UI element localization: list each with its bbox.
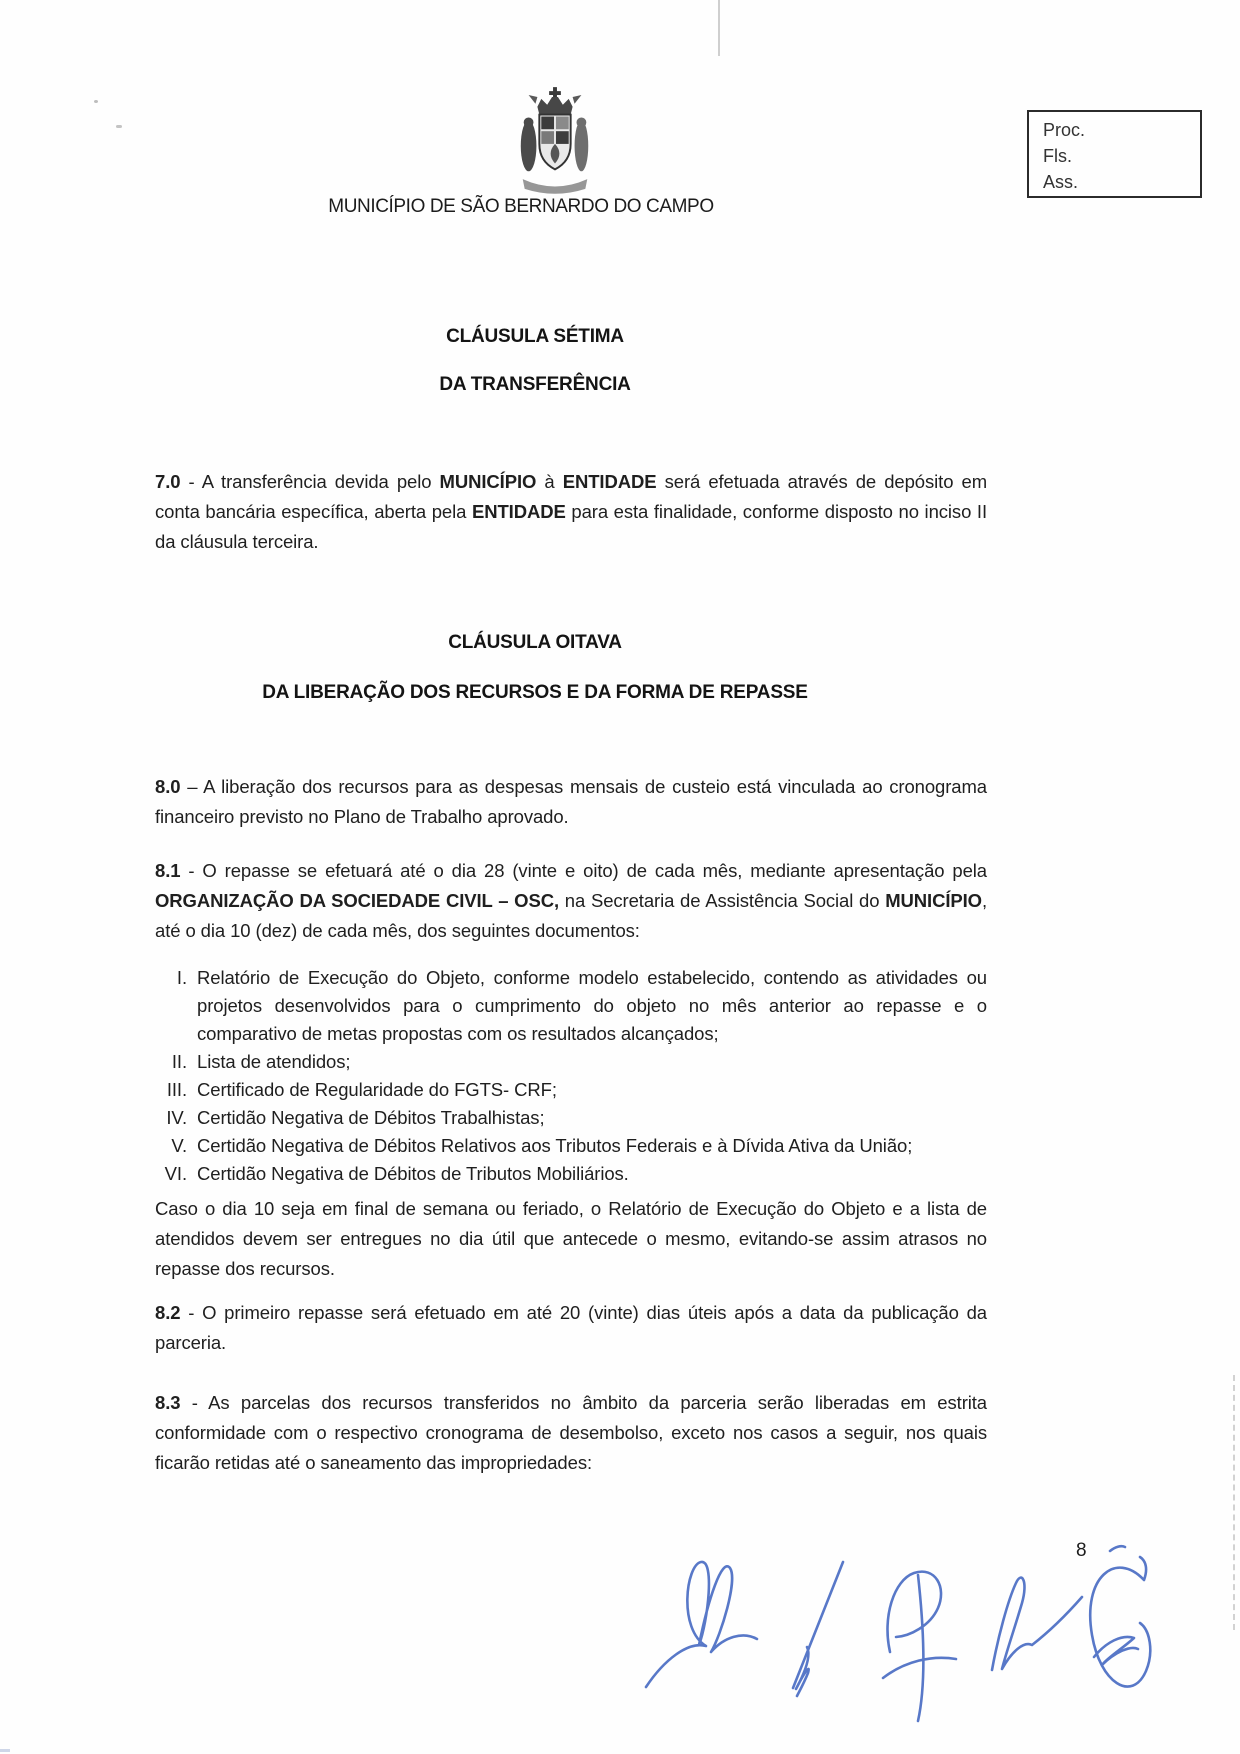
list-item	[155, 1160, 987, 1188]
scan-artifact-bottom-edge	[0, 1749, 10, 1752]
list-item	[155, 964, 987, 1048]
scan-artifact-top-line	[718, 0, 720, 56]
scan-artifact-right-edge	[1233, 1375, 1235, 1630]
paragraph-8-2: 8.2 - O primeiro repasse será efetuado em até 20 (vinte) dias úteis após a data da publicação da parceria.	[155, 1302, 987, 1353]
note-after-list: Caso o dia 10 seja em final de semana ou feriado, o Relatório de Execução do Objeto e a lista de atendidos devem ser entregues no dia útil que antecede o mesmo, evitando-se assim atrasos no repasse dos recursos.	[155, 1198, 987, 1279]
paragraph-8-1: 8.1 - O repasse se efetuará até o dia 28 (vinte e oito) de cada mês, mediante apresentação pela ORGANIZAÇÃO DA SOCIEDADE CIVIL – OSC, na Secretaria de Assistência Social do MUNICÍPIO, até o dia 10 (dez) de cada mês, dos seguintes documentos:	[155, 860, 987, 941]
scan-artifact-speck	[116, 125, 122, 128]
page-number: 8	[1076, 1540, 1087, 1561]
list-item-text: Certidão Negativa de Débitos Trabalhistas;	[197, 1107, 545, 1128]
stamp-line-ass: Ass.	[1043, 172, 1079, 192]
list-item-text: Certidão Negativa de Débitos de Tributos Mobiliários.	[197, 1163, 629, 1184]
signature-2	[793, 1562, 843, 1696]
clause-seven-title: CLÁUSULA SÉTIMA	[446, 326, 624, 347]
list-item-text: Lista de atendidos;	[197, 1051, 351, 1072]
municipality-name: MUNICÍPIO DE SÃO BERNARDO DO CAMPO	[328, 196, 714, 217]
list-item-text: Certidão Negativa de Débitos Relativos aos Tributos Federais e à Dívida Ativa da União;	[197, 1135, 913, 1156]
roman-numeral: II.	[171, 1051, 187, 1072]
paragraph-7-0: 7.0 - A transferência devida pelo MUNICÍPIO à ENTIDADE será efetuada através de depósito em conta bancária específica, aberta pela ENTIDADE para esta finalidade, conforme disposto no inciso II da cláusula terceira.	[155, 471, 988, 552]
list-item	[155, 1132, 987, 1160]
list-item	[155, 1048, 987, 1076]
list-item	[155, 1076, 987, 1104]
stamp-line-fls: Fls.	[1043, 146, 1072, 166]
scan-artifact-speck	[94, 100, 98, 103]
documents-list	[155, 964, 987, 1188]
coat-of-arms-image	[510, 84, 600, 196]
signature-3	[883, 1572, 956, 1721]
signature-1	[646, 1562, 757, 1687]
roman-numeral: V.	[171, 1135, 187, 1156]
clause-eight-title: CLÁUSULA OITAVA	[448, 632, 622, 653]
list-item	[155, 1104, 987, 1132]
roman-numeral: I.	[176, 967, 187, 988]
handwritten-signatures	[600, 1365, 1160, 1735]
process-stamp-box	[1027, 110, 1202, 198]
stamp-line-proc: Proc.	[1043, 120, 1086, 140]
roman-numeral: IV.	[166, 1107, 187, 1128]
pen-check-mark	[1110, 1546, 1125, 1551]
clause-eight-subtitle: DA LIBERAÇÃO DOS RECURSOS E DA FORMA DE REPASSE	[262, 682, 808, 703]
paragraph-8-0: 8.0 – A liberação dos recursos para as despesas mensais de custeio está vinculada ao cronograma financeiro previsto no Plano de Trabalho aprovado.	[155, 776, 987, 827]
roman-numeral: III.	[166, 1079, 187, 1100]
clause-seven-subtitle: DA TRANSFERÊNCIA	[439, 374, 631, 395]
signature-4	[992, 1557, 1150, 1687]
paragraph-8-3: 8.3 - As parcelas dos recursos transferidos no âmbito da parceria serão liberadas em estrita conformidade com o respectivo cronograma de desembolso, exceto nos casos a seguir, nos quais ficarão retidas até o saneamento das impropriedades:	[155, 1392, 987, 1473]
list-item-text: Relatório de Execução do Objeto, conforme modelo estabelecido, contendo as atividades ou projetos desenvolvidos para o cumprimento do objeto no mês anterior ao repasse e o comparativo de metas propostas com os resultados alcançados;	[197, 967, 987, 1044]
list-item-text: Certificado de Regularidade do FGTS- CRF;	[197, 1079, 557, 1100]
roman-numeral: VI.	[164, 1163, 187, 1184]
